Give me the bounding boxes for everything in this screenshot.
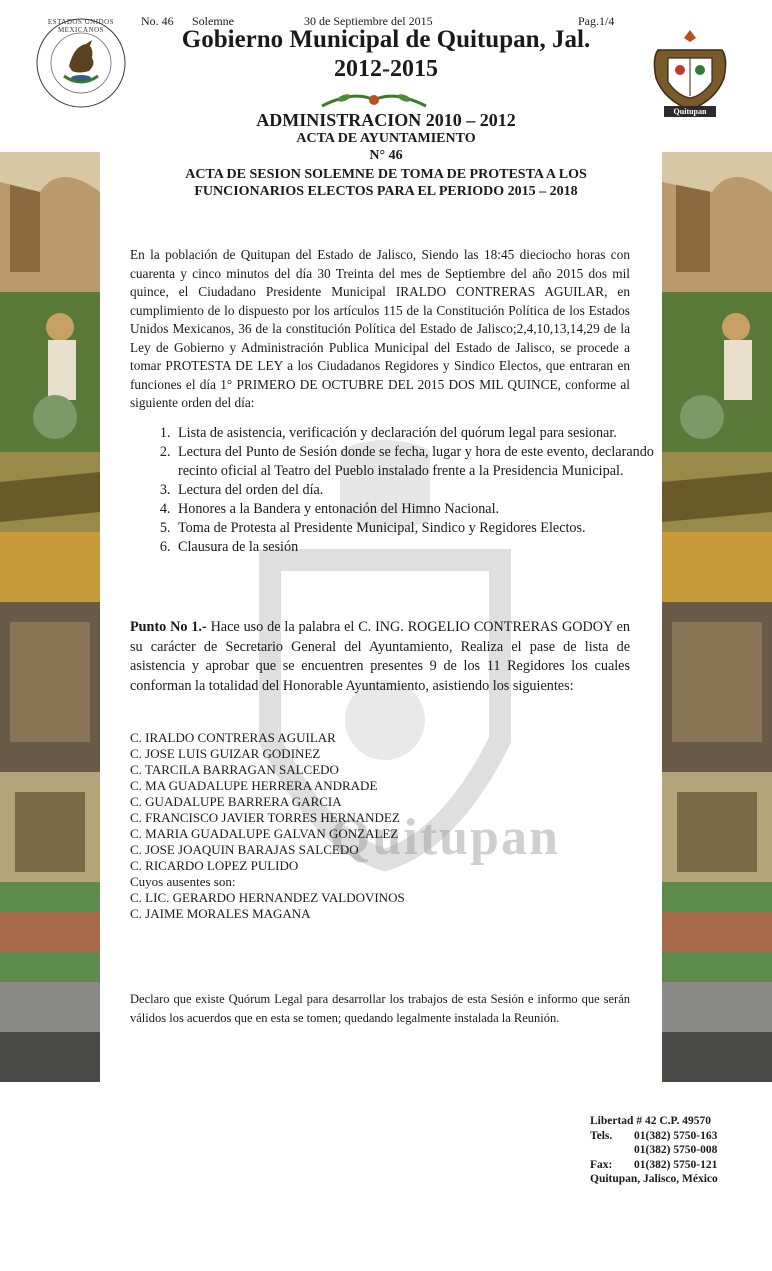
fax-label: Fax: — [590, 1158, 613, 1171]
seal-left-text: ESTADOS UNIDOS MEXICANOS — [47, 18, 115, 34]
punto-1-text: Hace uso de la palabra el C. ING. ROGELIO CONTRERAS GODOY en su carácter de Secretario General del Ayuntamiento, Realiza el pase de lista de asistencia y aprobar que se encuentren presentes 9 de los 11 Regidores los cuales conforman la totalidad del Honorable Ayuntamiento, asistiendo los siguientes: — [130, 619, 630, 694]
agenda-item: 4. Honores a la Bandera y entonación del Himno Nacional. — [174, 500, 654, 519]
page-number: Pag.1/4 — [578, 14, 615, 28]
tel-1: 01(382) 5750-163 — [634, 1129, 718, 1142]
intro-paragraph: En la población de Quitupan del Estado de Jalisco, Siendo las 18:45 dieciocho horas con cuarenta y cinco minutos del día 30 Treinta del mes de Septiembre del año 2015 dos mil quince, el Ciudadano Presidente Municipal IRALDO CONTRERAS AGUILAR, en cumplimiento de lo dispuesto por los artículos 115 de la Constitución Política de los Estados Unidos Mexicanos, 36 de la constitución Política del Estado de Jalisco;2,4,10,13,14,29 de la Ley de Gobierno y Administración Publica Municipal del Estado de Jalisco, se procede a tomar PROTESTA DE LEY a los Ciudadanos Regidores y Sindico Electos, que entraran en funciones el día 1° PRIMERO DE OCTUBRE DEL 2015 DOS MIL QUINCE, conforme al siguiente orden del día: — [130, 247, 630, 410]
acta-number-heading: N° 46 — [369, 148, 403, 163]
present-member: C. GUADALUPE BARRERA GARCIA — [130, 794, 342, 809]
right-photo-strip — [662, 152, 772, 1082]
present-member: C. JOSE LUIS GUIZAR GODINEZ — [130, 746, 321, 761]
session-type: Solemne — [192, 14, 234, 28]
acta-number: No. 46 — [141, 14, 174, 28]
present-member: C. RICARDO LOPEZ PULIDO — [130, 858, 299, 873]
tels-label: Tels. — [590, 1129, 613, 1142]
present-member: C. JOSE JOAQUIN BARAJAS SALCEDO — [130, 842, 359, 857]
administration-heading: ADMINISTRACION 2010 – 2012 — [256, 110, 516, 130]
punto-1-label: Punto No 1.- — [130, 619, 207, 635]
tel-2: 01(382) 5750-008 — [634, 1144, 718, 1156]
page-years: 2012-2015 — [334, 56, 438, 82]
absent-label: Cuyos ausentes son: — [130, 874, 236, 889]
left-photo-strip — [0, 152, 100, 1082]
agenda-item: 1. Lista de asistencia, verificación y declaración del quórum legal para sesionar. — [174, 424, 654, 443]
footer-contact — [590, 1114, 750, 1187]
agenda-item: 5. Toma de Protesta al Presidente Municipal, Sindico y Regidores Electos. — [174, 519, 654, 538]
footer-address: Libertad # 42 C.P. 49570 — [590, 1115, 711, 1127]
watermark-text: Quitupan — [330, 809, 560, 866]
session-date: 30 de Septiembre del 2015 — [304, 14, 433, 28]
seal-right-text: Quitupan — [673, 107, 707, 116]
agenda-item: 6. Clausura de la sesión — [174, 538, 654, 557]
punto-1-paragraph — [130, 618, 630, 696]
absent-member: C. JAIME MORALES MAGANA — [130, 906, 311, 921]
present-member: C. MARIA GUADALUPE GALVAN GONZALEZ — [130, 826, 399, 841]
present-member: C. IRALDO CONTRERAS AGUILAR — [130, 730, 336, 745]
session-subtitle: ACTA DE SESION SOLEMNE DE TOMA DE PROTESTA A LOS FUNCIONARIOS ELECTOS PARA EL PERIODO 2015 – 2018 — [185, 167, 587, 199]
page-title: Gobierno Municipal de Quitupan, Jal. — [181, 26, 591, 53]
present-member: C. TARCILA BARRAGAN SALCEDO — [130, 762, 339, 777]
present-member: C. FRANCISCO JAVIER TORRES HERNANDEZ — [130, 810, 400, 825]
agenda-item: 3. Lectura del orden del día. — [174, 481, 654, 500]
fax-number: 01(382) 5750-121 — [634, 1158, 718, 1171]
attendance-list — [130, 730, 630, 922]
acta-heading: ACTA DE AYUNTAMIENTO — [296, 131, 476, 146]
present-member: C. MA GUADALUPE HERRERA ANDRADE — [130, 778, 378, 793]
closing-paragraph: Declaro que existe Quórum Legal para desarrollar los trabajos de esta Sesión e informo que serán válidos los acuerdos que en esta se tomen; quedando legalmente instalada la Reunión. — [130, 992, 630, 1025]
agenda-item: 2. Lectura del Punto de Sesión donde se fecha, lugar y hora de este evento, declarando recinto oficial al Teatro del Pueblo instalado frente a la Presidencia Municipal. — [174, 443, 654, 481]
absent-member: C. LIC. GERARDO HERNANDEZ VALDOVINOS — [130, 890, 405, 905]
footer-city: Quitupan, Jalisco, México — [590, 1173, 718, 1185]
agenda-list — [150, 424, 654, 557]
